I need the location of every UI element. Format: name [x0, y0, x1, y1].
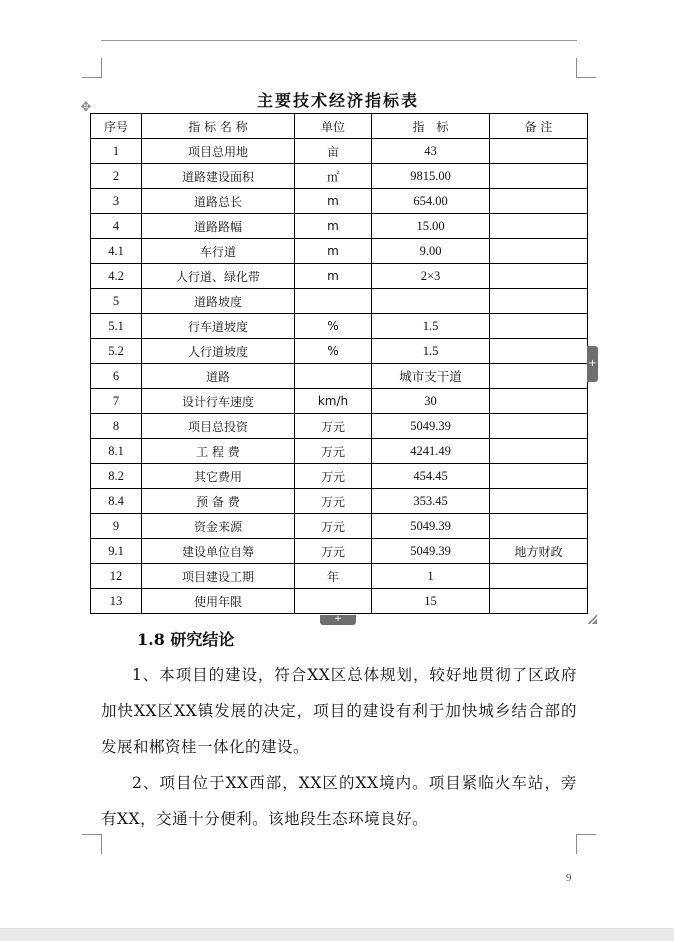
- unit-cell: [295, 289, 372, 314]
- table-row: [91, 339, 588, 364]
- plus-icon: +: [334, 614, 342, 624]
- indicator-name-cell: 行车道坡度: [142, 314, 295, 339]
- unit-cell: 万元: [295, 489, 372, 514]
- unit-cell: m: [295, 264, 372, 289]
- indicator-name-cell: 道路建设面积: [142, 164, 295, 189]
- unit-cell: %: [295, 314, 372, 339]
- row-index-cell: 6: [91, 364, 142, 389]
- value-cell: 15.00: [372, 214, 490, 239]
- value-cell: 2×3: [372, 264, 490, 289]
- unit-cell: 万元: [295, 439, 372, 464]
- value-cell: 5049.39: [372, 514, 490, 539]
- table-move-handle-icon[interactable]: ✥: [80, 100, 92, 115]
- body-paragraph: 2、项目位于XX西部，XX区的XX境内。项目紧临火车站，旁有XX，交通十分便利。该地段生态环境良好。: [101, 774, 577, 828]
- value-cell: 9815.00: [372, 164, 490, 189]
- unit-cell: 年: [295, 564, 372, 589]
- row-index-cell: 3: [91, 189, 142, 214]
- unit-cell: km/h: [295, 389, 372, 414]
- indicator-name-cell: 资金来源: [142, 514, 295, 539]
- table-row: [91, 264, 588, 289]
- table-row: [91, 514, 588, 539]
- header-indicator-name: 指 标 名 称: [142, 114, 295, 139]
- remark-cell: [490, 514, 588, 539]
- row-index-cell: 5: [91, 289, 142, 314]
- value-cell: 城市支干道: [372, 364, 490, 389]
- remark-cell: [490, 164, 588, 189]
- row-index-cell: 4.2: [91, 264, 142, 289]
- value-cell: 1.5: [372, 339, 490, 364]
- value-cell: 353.45: [372, 489, 490, 514]
- row-index-cell: 1: [91, 139, 142, 164]
- indicator-name-cell: 道路: [142, 364, 295, 389]
- indicator-name-cell: 道路总长: [142, 189, 295, 214]
- row-index-cell: 5.2: [91, 339, 142, 364]
- unit-cell: 万元: [295, 464, 372, 489]
- table-row: [91, 414, 588, 439]
- remark-cell: [490, 239, 588, 264]
- table-row: [91, 364, 588, 389]
- value-cell: 1.5: [372, 314, 490, 339]
- row-index-cell: 4: [91, 214, 142, 239]
- header-rule: [101, 40, 577, 41]
- row-index-cell: 13: [91, 589, 142, 614]
- row-index-cell: 2: [91, 164, 142, 189]
- margin-corner-bottom-right: [576, 834, 596, 854]
- indicator-name-cell: 人行道、绿化带: [142, 264, 295, 289]
- tech-econ-table: [90, 113, 588, 614]
- indicator-name-cell: 项目建设工期: [142, 564, 295, 589]
- indicator-name-cell: 道路路幅: [142, 214, 295, 239]
- remark-cell: [490, 489, 588, 514]
- remark-cell: [490, 339, 588, 364]
- unit-cell: m: [295, 214, 372, 239]
- value-cell: 30: [372, 389, 490, 414]
- unit-cell: 亩: [295, 139, 372, 164]
- table-row: [91, 389, 588, 414]
- value-cell: 654.00: [372, 189, 490, 214]
- table-resize-grip-icon[interactable]: [588, 615, 597, 624]
- unit-cell: ㎡: [295, 164, 372, 189]
- remark-cell: [490, 139, 588, 164]
- remark-cell: [490, 214, 588, 239]
- remark-cell: [490, 189, 588, 214]
- row-index-cell: 8: [91, 414, 142, 439]
- unit-cell: [295, 589, 372, 614]
- margin-corner-top-right: [576, 58, 596, 78]
- indicator-name-cell: 使用年限: [142, 589, 295, 614]
- table-row: [91, 214, 588, 239]
- value-cell: 43: [372, 139, 490, 164]
- page-number: 9: [566, 872, 572, 884]
- row-index-cell: 4.1: [91, 239, 142, 264]
- indicator-name-cell: 项目总投资: [142, 414, 295, 439]
- remark-cell: [490, 389, 588, 414]
- value-cell: 5049.39: [372, 539, 490, 564]
- remark-cell: [490, 289, 588, 314]
- table-row: [91, 464, 588, 489]
- remark-cell: [490, 464, 588, 489]
- header-value: 指 标: [372, 114, 490, 139]
- margin-corner-bottom-left: [82, 834, 102, 854]
- table-row: [91, 189, 588, 214]
- table-row: [91, 539, 588, 564]
- row-index-cell: 8.1: [91, 439, 142, 464]
- add-column-button[interactable]: [587, 346, 598, 382]
- indicator-name-cell: 人行道坡度: [142, 339, 295, 364]
- remark-cell: [490, 439, 588, 464]
- value-cell: 9.00: [372, 239, 490, 264]
- table-row: [91, 314, 588, 339]
- body-paragraph: 1、本项目的建设，符合XX区总体规划，较好地贯彻了区政府加快XX区XX镇发展的决定，项目的建设有利于加快城乡结合部的发展和郴资桂一体化的建设。: [101, 666, 577, 756]
- unit-cell: 万元: [295, 539, 372, 564]
- header-index: 序号: [91, 114, 142, 139]
- value-cell: 454.45: [372, 464, 490, 489]
- remark-cell: [490, 314, 588, 339]
- table-header-row: [91, 114, 588, 139]
- table-row: [91, 239, 588, 264]
- remark-cell: [490, 589, 588, 614]
- value-cell: 15: [372, 589, 490, 614]
- value-cell: 1: [372, 564, 490, 589]
- header-unit: 单位: [295, 114, 372, 139]
- remark-cell: [490, 414, 588, 439]
- remark-cell: [490, 564, 588, 589]
- unit-cell: m: [295, 239, 372, 264]
- unit-cell: %: [295, 339, 372, 364]
- document-background-strip: [0, 928, 674, 941]
- indicator-name-cell: 工 程 费: [142, 439, 295, 464]
- row-index-cell: 12: [91, 564, 142, 589]
- row-index-cell: 8.2: [91, 464, 142, 489]
- indicator-name-cell: 车行道: [142, 239, 295, 264]
- unit-cell: [295, 364, 372, 389]
- value-cell: [372, 289, 490, 314]
- table-row: [91, 564, 588, 589]
- value-cell: 4241.49: [372, 439, 490, 464]
- row-index-cell: 7: [91, 389, 142, 414]
- table-row: [91, 489, 588, 514]
- indicator-name-cell: 建设单位自筹: [142, 539, 295, 564]
- table-title: 主要技术经济指标表: [256, 91, 419, 110]
- add-row-button[interactable]: [320, 615, 356, 625]
- unit-cell: 万元: [295, 514, 372, 539]
- table-row: [91, 139, 588, 164]
- section-heading: 1.8 研究结论: [137, 630, 235, 649]
- row-index-cell: 5.1: [91, 314, 142, 339]
- table-row: [91, 289, 588, 314]
- indicator-name-cell: 设计行车速度: [142, 389, 295, 414]
- indicator-name-cell: 道路坡度: [142, 289, 295, 314]
- row-index-cell: 9: [91, 514, 142, 539]
- unit-cell: 万元: [295, 414, 372, 439]
- indicator-name-cell: 其它费用: [142, 464, 295, 489]
- indicator-name-cell: 项目总用地: [142, 139, 295, 164]
- margin-corner-top-left: [82, 58, 102, 78]
- row-index-cell: 9.1: [91, 539, 142, 564]
- header-remark: 备 注: [490, 114, 588, 139]
- indicator-name-cell: 预 备 费: [142, 489, 295, 514]
- value-cell: 5049.39: [372, 414, 490, 439]
- plus-icon: +: [588, 358, 597, 369]
- remark-cell: [490, 364, 588, 389]
- unit-cell: m: [295, 189, 372, 214]
- row-index-cell: 8.4: [91, 489, 142, 514]
- table-row: [91, 589, 588, 614]
- remark-cell: [490, 264, 588, 289]
- table-row: [91, 164, 588, 189]
- table-row: [91, 439, 588, 464]
- remark-cell: 地方财政: [490, 539, 588, 564]
